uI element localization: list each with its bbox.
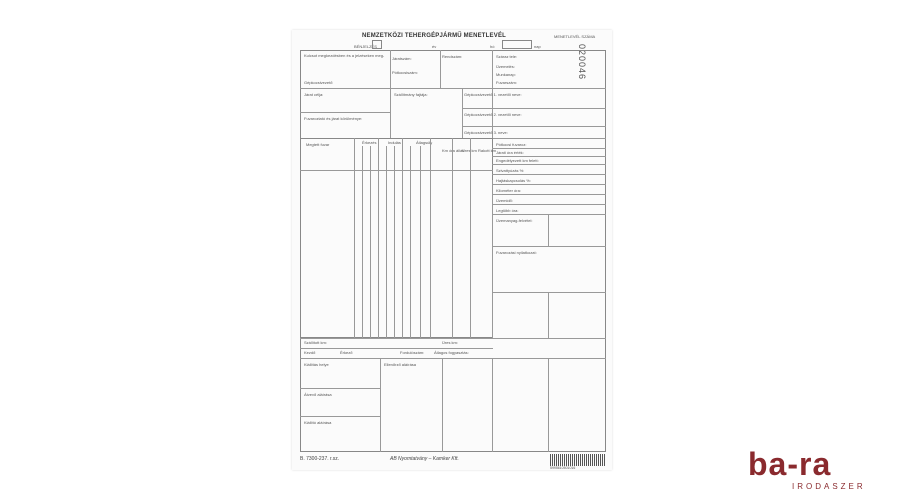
col-line [394, 146, 395, 338]
header-box-1[interactable] [372, 40, 382, 49]
left-field: Fuvaroztató és járat körülménye: [304, 116, 363, 121]
form-code: B. 7300-237. r.sz. [300, 456, 340, 462]
divider [300, 338, 606, 339]
serial-number: 020046 [577, 44, 587, 81]
divider [300, 348, 493, 349]
col-line [430, 138, 431, 338]
divider [300, 112, 390, 113]
sign-label: Ellenőrző aláírása [384, 362, 417, 367]
right-block-field: Kilométer óra: [496, 188, 521, 193]
right-block-field: Legtöbb óra: [496, 208, 519, 213]
divider [462, 108, 606, 109]
divider [492, 180, 493, 338]
mid-field: Szállítmány fajtája: [394, 92, 428, 97]
col-line [362, 146, 363, 338]
right-field: Száraz tele: [496, 54, 518, 59]
divider [300, 358, 606, 359]
header-box-2[interactable] [502, 40, 532, 49]
table-header: Megtett fuvar [306, 142, 330, 147]
sign-label: Kiállító aláírása [304, 420, 332, 425]
divider [462, 88, 463, 138]
col-line [470, 138, 471, 338]
right-block-field: Pótkocsi fuvaroz: [496, 142, 527, 147]
log-table [300, 138, 493, 338]
foot-field: Szállított km: [304, 340, 327, 345]
divider [492, 358, 493, 452]
printer-note: AB Nyomtatvány – Kamker Kft. [390, 456, 459, 462]
divider [492, 292, 606, 293]
waybill-form [292, 30, 612, 470]
form-title: NEMZETKÖZI TEHERGÉPJÁRMŰ MENETLEVÉL [362, 33, 507, 39]
brand-name: ba-ra [748, 446, 832, 482]
col-line [386, 146, 387, 338]
foot-field: Átlagos fogyasztás: [434, 350, 469, 355]
left-field: Kulcsot megkezdésben és a jelzéseken meg- [304, 53, 385, 58]
left-field: Járat célja: [304, 92, 324, 97]
header-month: hó [490, 44, 495, 49]
divider [442, 358, 443, 452]
divider [548, 358, 549, 452]
divider [548, 292, 549, 338]
divider [462, 126, 606, 127]
right-block-field: Járati óra érték: [496, 150, 524, 155]
foot-field: Kezdő [304, 350, 316, 355]
foot-field: Üres km: [442, 340, 458, 345]
col-line [452, 138, 453, 338]
col-line [410, 146, 411, 338]
serial-label: MENETLEVÉL SZÁMA [554, 34, 596, 39]
mid-field: Rendszám: [442, 54, 463, 59]
table-header: Átlagsúly [416, 140, 433, 145]
sign-label: Kiállítás helye [304, 362, 329, 367]
header-left: BÉNJELZÉS [354, 44, 377, 49]
header-day: nap [534, 44, 541, 49]
divider [492, 214, 606, 215]
divider [492, 194, 606, 195]
divider [380, 358, 381, 452]
header-year: év [432, 44, 437, 49]
right-field: Munkanap: [496, 72, 516, 77]
right-block-field: Üzemidő: [496, 198, 513, 203]
driver-field: Gépkocsivezető 2. vezetői neve: [464, 112, 522, 117]
divider [300, 88, 606, 89]
foot-field: Érkező [340, 350, 353, 355]
col-line [402, 138, 403, 338]
divider [300, 388, 380, 389]
divider [492, 164, 606, 165]
remark-label: Fuvarozási nyilatkozat: [496, 250, 537, 255]
divider [492, 184, 606, 185]
col-line [354, 138, 355, 338]
right-block-field: Hajtáskapcsolás %: [496, 178, 531, 183]
table-header: Indulás [388, 140, 401, 145]
driver-field: Gépkocsivezető 1. vezetői neve: [464, 92, 522, 97]
table-header-divider [300, 170, 493, 171]
right-field: Fuvarszám: [496, 80, 517, 85]
table-header: Érkezés [362, 140, 377, 145]
foot-field: Fordulószám: [400, 350, 425, 355]
barcode [550, 454, 605, 466]
right-block-field: Engedélyezett km felett: [496, 158, 539, 163]
right-field: Üzemelés: [496, 64, 515, 69]
divider [548, 214, 549, 246]
driver-field: Gépkocsivezető 3. neve: [464, 130, 508, 135]
col-line [378, 138, 379, 338]
divider [390, 88, 391, 138]
divider [390, 50, 391, 88]
sign-label: Átvevő aláírása [304, 392, 332, 397]
mid-field: Pótkocsiszám: [392, 70, 418, 75]
table-header: Km óra állás [442, 148, 465, 153]
fuel-label: Üzemanyag-felvétel: [496, 218, 533, 223]
divider [440, 50, 441, 88]
brand-tagline: IRODASZER [792, 482, 866, 491]
brand-logo [748, 446, 888, 496]
divider [492, 156, 606, 157]
divider [300, 416, 380, 417]
barcode-number: 5995610501016 [550, 466, 576, 470]
table-header: Üres km [462, 148, 477, 153]
divider [492, 204, 606, 205]
divider [492, 174, 606, 175]
mid-field: Járatszám: [392, 56, 412, 61]
right-block-field: Szivattyúzás %: [496, 168, 525, 173]
table-header: Rakott km [478, 148, 497, 153]
left-field: Gépkocsivezető [304, 80, 333, 85]
col-line [420, 146, 421, 338]
col-line [370, 146, 371, 338]
divider [492, 246, 606, 247]
divider [492, 148, 606, 149]
